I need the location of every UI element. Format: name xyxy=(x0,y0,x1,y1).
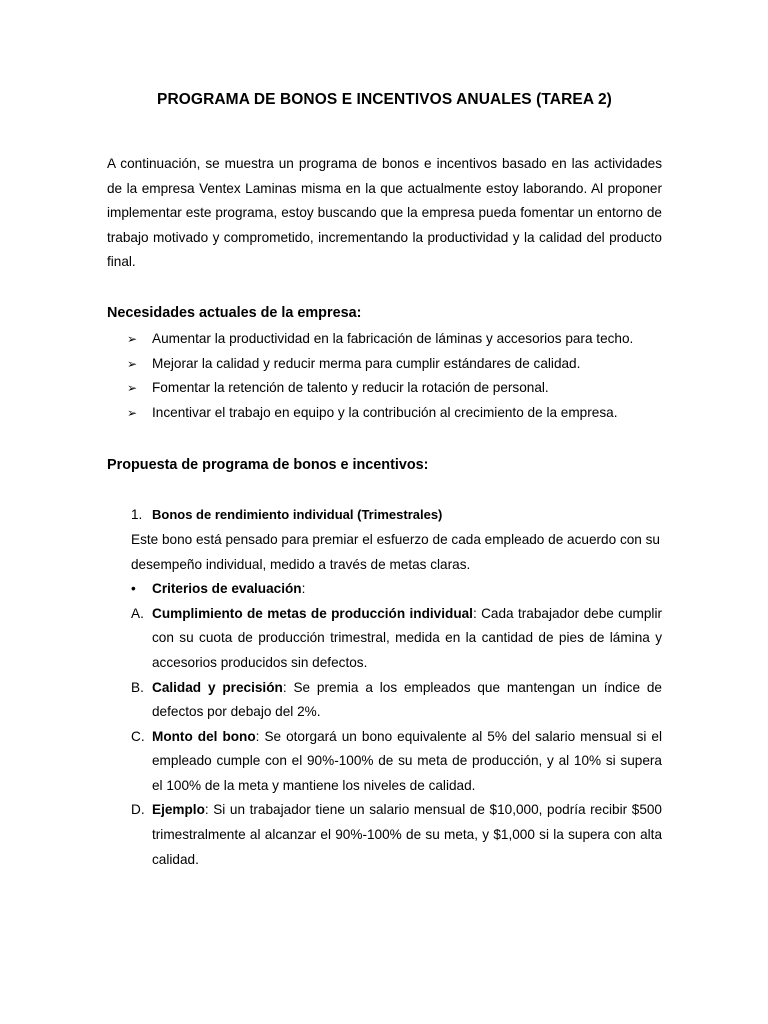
document-title: PROGRAMA DE BONOS E INCENTIVOS ANUALES (TAREA 2) xyxy=(157,91,612,108)
list-item: ➢ Aumentar la productividad en la fabricación de láminas y accesorios para techo. xyxy=(127,327,662,352)
arrow-bullet-icon: ➢ xyxy=(127,381,138,396)
intro-paragraph: A continuación, se muestra un programa de bonos e incentivos basado en las actividades de la empresa Ventex Laminas misma en la que actualmente estoy laborando. Al proponer implementar este programa, estoy buscando que la empresa pueda fomentar un entorno de trabajo motivado y comprometido, incrementando la productividad y la calidad del producto final. xyxy=(107,156,662,270)
bullet-dot-icon: • xyxy=(131,581,136,597)
list-item: B. Calidad y precisión: Se premia a los empleados que mantengan un índice de defectos por debajo del 2%. xyxy=(131,679,662,720)
item-number: 1. xyxy=(131,507,143,523)
criteria-label: Criterios de evaluación xyxy=(152,581,302,597)
list-item: C. Monto del bono: Se otorgará un bono equivalente al 5% del salario mensual si el empleado cumple con el 90%-100% de su meta de producción, y al 10% si supera el 100% de la meta y mantiene los niveles de calidad. xyxy=(131,728,662,793)
item-description: Este bono está pensado para premiar el esfuerzo de cada empleado de acuerdo con su desempeño individual, medido a través de metas claras. xyxy=(131,531,660,572)
arrow-bullet-icon: ➢ xyxy=(127,356,138,371)
list-item: ➢ Fomentar la retención de talento y reducir la rotación de personal. xyxy=(127,376,662,401)
proposal-heading: Propuesta de programa de bonos e incentivos: xyxy=(107,457,429,474)
list-item: ➢ Incentivar el trabajo en equipo y la contribución al crecimiento de la empresa. xyxy=(127,401,662,426)
criteria-bullet: • Criterios de evaluación: xyxy=(131,577,662,602)
list-item: D. Ejemplo: Si un trabajador tiene un salario mensual de $10,000, podría recibir $500 trimestralmente al alcanzar el 90%-100% de su meta, y $1,000 si la supera con alta calidad. xyxy=(131,802,662,867)
arrow-bullet-icon: ➢ xyxy=(127,405,138,420)
criteria-list xyxy=(131,602,662,873)
list-item: ➢ Mejorar la calidad y reducir merma para cumplir estándares de calidad. xyxy=(127,352,662,377)
needs-list xyxy=(107,327,662,425)
item-title: 1. Bonos de rendimiento individual (Trimestrales) xyxy=(131,503,662,528)
arrow-bullet-icon: ➢ xyxy=(127,331,138,346)
list-item: A. Cumplimiento de metas de producción individual: Cada trabajador debe cumplir con su cuota de producción trimestral, medida en la cantidad de pies de lámina y accesorios producidos sin defectos. xyxy=(131,605,662,670)
needs-heading: Necesidades actuales de la empresa: xyxy=(107,304,362,321)
proposal-item-1 xyxy=(107,503,662,872)
